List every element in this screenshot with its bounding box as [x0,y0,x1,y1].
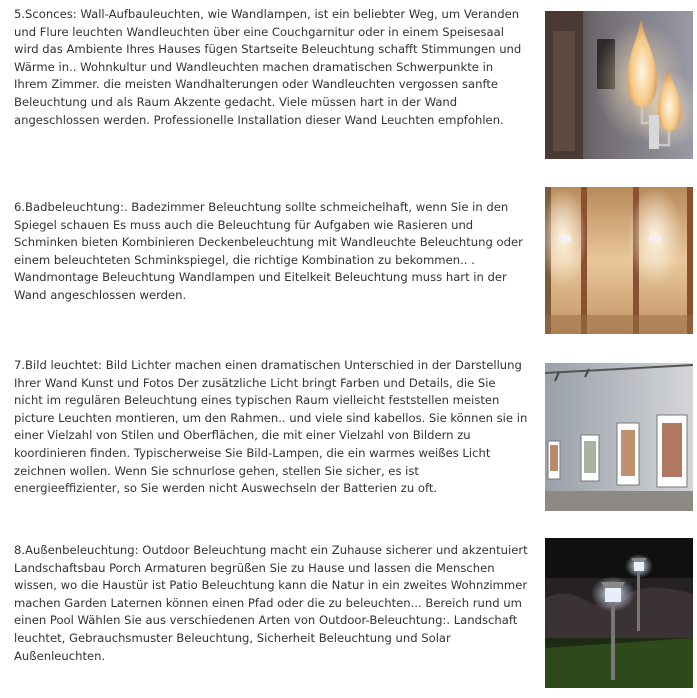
bathroom-light-photo [545,187,693,334]
section-text: 6.Badbeleuchtung:. Badezimmer Beleuchtung sollte schmeichelhaft, wenn Sie in den Spiegel schauen Es muss auch die Beleuchtung für Aufgaben wie Rasieren und Schminken bieten Kombinieren Deckenbeleuchtung mit Wandleuchte Beleuchtung oder einem beleuchteten Schminkspiegel, die richtige Kombination zu bekommen.. . Wandmontage Beleuchtung Wandlampen und Eitelkeit Beleuchtung muss hart in der Wand angeschlossen werden. [14,200,523,302]
outdoor-light-photo [545,538,693,688]
section-text: 7.Bild leuchtet: Bild Lichter machen einen dramatischen Unterschied in der Darstellung Ihrer Wand Kunst und Fotos Der zusätzliche Licht bringt Farben und Details, die Sie nicht im regulären Beleuchtung eines typischen Raum vielleicht feststellen meisten picture Leuchten montieren, um den Rahmen.. und viele sind kabellos. Sie können sie in einer Vielzahl von Stilen und Oberflächen, die mit einer Vielzahl von Bildern zu koordinieren finden. Typischerweise Sie Bild-Lampen, die ein warmes weißes Licht zeichnen wollen. Wenn Sie schnurlose gehen, stellen Sie sicher, es ist energieeffizienter, so Sie werden nicht Auswechseln der Batterien zu oft. [14,358,528,496]
section-text: 8.Außenbeleuchtung: Outdoor Beleuchtung macht ein Zuhause sicherer und akzentuiert Landschaftsbau Porch Armaturen begrüßen Sie zu Hause und lassen die Menschen wissen, wo die Haustür ist Patio Beleuchtung kann die Natur in ein zweites Wohnzimmer machen Garden Laternen können einen Pfad oder die zu beleuchten... Bereich rund um einen Pool Wählen Sie aus verschiedenen Arten von Outdoor-Beleuchtung:. Landschaft leuchtet, Gebrauchsmuster Beleuchtung, Sicherheit Beleuchtung und Solar Außenleuchten. [14,543,528,663]
section-text: 5.Sconces: Wall-Aufbauleuchten, wie Wandlampen, ist ein beliebter Weg, um Veranden und Flure leuchten Wandleuchten über eine Couchgarnitur oder in einem Speisesaal wird das Ambiente Ihres Hauses fügen Startseite Beleuchtung schafft Stimmungen und Wärme in.. Wohnkultur und Wandleuchten machen dramatischen Schwerpunkte in Ihrem Zimmer. die meisten Wandhalterungen oder Wandleuchten vergossen sanfte Beleuchtung und als Raum Akzente gedacht. Viele müssen hart in der Wand angeschlossen werden. Professionelle Installation dieser Wand Leuchten empfohlen. [14,7,522,127]
wall-sconce-photo [545,11,693,159]
picture-lights-photo [545,363,693,511]
